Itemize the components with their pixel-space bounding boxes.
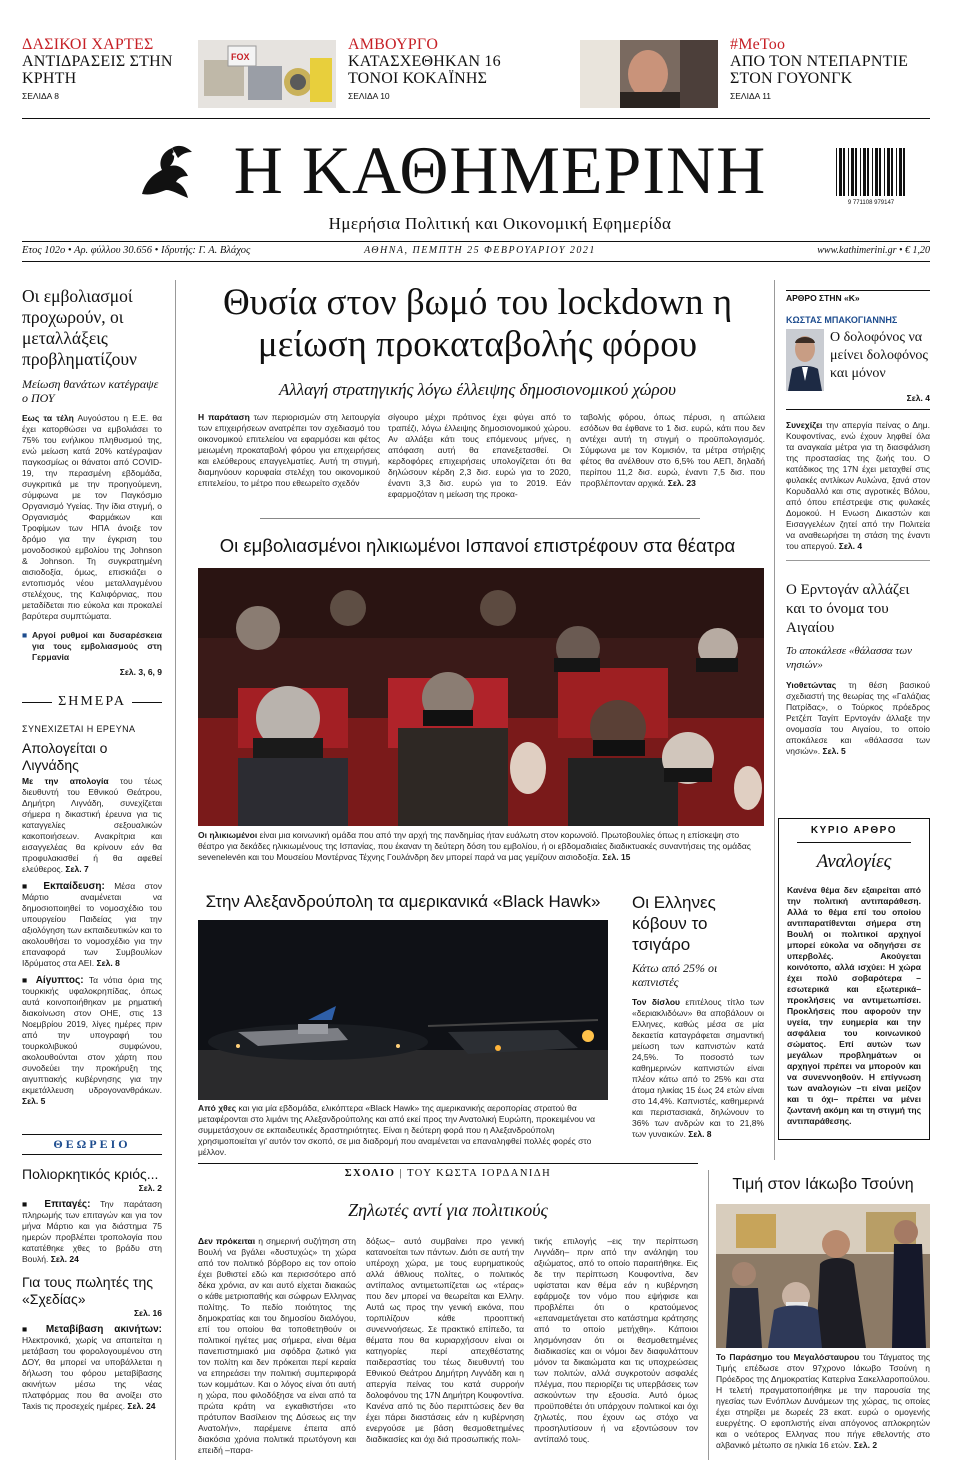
theoreio-item-2[interactable]: ■ Επιταγές: Την παράταση πληρωμής των επιταγών και για τον μήνα Μάρτιο και για διάστημα 75 ημερών προβλέπει τροπολογία που κατατέθηκε χθες το βράδυ στη Βουλή. Σελ. 24 (22, 1199, 163, 1264)
barcode-bar (843, 148, 845, 196)
property-page: Σελ. 24 (127, 1401, 156, 1411)
teaser-kicker: #MeToo (730, 36, 786, 53)
egypt-text: Τα νότια όρια της τουρκικής υφαλοκρηπίδας, όπως αυτά κοινοποιήθηκαν με ρηματική διακοίνωση στον ΟΗΕ, στις 13 Νοεμβρίου 2019, λίγες ημέρες πριν από την υπογραφή του τουρκολιβυκού συμφώνου, ακολουθούνται στον χάρτη που συνοδεύει την προκήρυξη της αιγυπτιακής κυβέρνησης για την εκμετάλλευση υδρογονανθράκων. (22, 975, 163, 1095)
editorial-title[interactable]: Αναλογίες (816, 851, 892, 872)
barcode-bar (891, 148, 893, 196)
photo-headline-theatre[interactable]: Οι εμβολιασμένοι ηλικιωμένοι Ισπανοί επιστρέφουν στα θέατρα (219, 535, 736, 556)
lead-subtitle: Μείωση θανάτων κατέγραψε ο ΠΟΥ (22, 377, 159, 405)
teaser-kicker: ΑΜΒΟΥΡΓΟ (348, 36, 439, 53)
erdogan-title[interactable]: Ο Ερντογάν αλλάζει και το όνομα του Αιγαίου (786, 582, 910, 636)
opinion-page: Σελ. 4 (906, 393, 930, 403)
theoreio-header: ΘΕΩΡΕΙΟ (53, 1137, 131, 1151)
divider (260, 518, 700, 519)
hunger-strike-lead: Συνεχίζει (786, 420, 823, 430)
barcode-bar (851, 148, 854, 196)
main-headline[interactable]: Θυσία στον βωμό του lockdown η μείωση προκαταβολής φόρου (222, 282, 733, 365)
tsounis-caption-page: Σελ. 2 (853, 1440, 878, 1450)
property-label: Μεταβίβαση ακινήτων: (45, 1324, 163, 1335)
theoreio-item-1[interactable]: Πολιορκητικός κριός... (22, 1166, 159, 1182)
tsounis-caption (716, 1352, 930, 1451)
education-text: Μέσα στον Μάρτιο αναμένεται να δημοσιοποιηθεί το νομοσχέδιο του υπουργείου Παιδείας για την αξιολόγηση των εκπαιδευτικών και το ακολουθήσει το νομοσχέδιο για την επαναφορά των Συμβουλίων Ιδρύματος στα ΑΕΙ. (22, 881, 162, 968)
photo-theatre (198, 568, 764, 826)
teaser-page: ΣΕΛΙΔΑ 8 (22, 91, 59, 101)
property-text: Ηλεκτρονικά, χωρίς να απαιτείται η μετάβαση του φορολογουμένου στη ΔΟΥ, θα μπορεί να υποβάλλεται η δήλωση του φόρου μεταβίβασης ακινήτων μέσω της νέας πλατφόρμας που θα ανοίξει στο Taxis τις προσεχείς ημέρες. (22, 1335, 162, 1411)
teaser-page: ΣΕΛΙΔΑ 11 (730, 91, 772, 101)
comment-col-1-text: η σημερινή συζήτηση στη Βουλή να βγάλει «δυστυχώς» τη χώρα από τον πολιτικό βόρβορο εις τον οποίο έχει βυθιστεί εδώ και περισσότερο από δέκα χρόνια, αν και αυτό είχεται διακαώς ο κάθε μετριοπαθής και σώφρων Ελληνας πολίτης. Το πεδίο ποιότητος της δημοκρατίας και του δημοσίου διαλόγου, επί του οποίου θα τοποθετηθούν οι πολιτικοί ηγέτες μας σήμερα, είναι θέμα πανεπιστημιακό μια σφόδρα ζωτικό για τον πολίτη και δεν πρόκειται περί κεραία να επηρεάσει την πολιτική συμπεριφορά των κομμάτων. Και ο λόγος είναι ότι αυτή η χώρα, που φιλοδόξησε να είναι από τα πρώτα κράτη να εγκαθιστήσει «το πρότυπον Βασίλειον της Δύσεως εις την Ανατολήν», παρέμεινε έπειτα από διακόσια χρόνια πολιτικά πρωτόγονη και επειδή –παρα- (198, 1236, 356, 1455)
comment-title[interactable]: Ζηλωτές αντί για πολιτικούς (348, 1200, 548, 1220)
main-col-3-page: Σελ. 23 (667, 478, 696, 488)
main-deck: Αλλαγή στρατηγικής λόγω έλλειψης δημοσιονομικού χώρου (279, 380, 676, 399)
barcode-bar (860, 148, 861, 196)
photo-black-hawk (198, 920, 608, 1100)
teaser-3[interactable] (730, 36, 930, 101)
barcode-number: 9 771108 979147 (847, 200, 895, 206)
hawk-caption-lead: Από χθες (198, 1103, 237, 1113)
opinion-kicker: ΑΡΘΡΟ ΣΤΗΝ «Κ» (786, 290, 930, 303)
education-page: Σελ. 8 (96, 958, 120, 968)
theoreio-item-1-page: Σελ. 2 (138, 1183, 162, 1193)
education-label: Εκπαίδευση: (43, 881, 105, 892)
lead-pages: Σελ. 3, 6, 9 (119, 667, 162, 677)
today-page: Σελ. 7 (65, 864, 89, 874)
today-body-lead: Με την απολογία (22, 776, 109, 786)
barcode-bar (875, 148, 878, 196)
opinion-author: ΚΩΣΤΑΣ ΜΠΑΚΟΓΙΑΝΝΗΣ (786, 315, 898, 325)
today-section (22, 694, 162, 1107)
today-title[interactable]: Απολογείται ο Λιγνάδης (22, 740, 108, 773)
tsounis-caption-lead: Το Παράσημο του Μεγαλόσταυρου (716, 1352, 860, 1362)
divider (22, 261, 930, 262)
today-header: ΣΗΜΕΡΑ (58, 694, 126, 709)
barcode-bar (879, 148, 881, 196)
lead-body (22, 413, 162, 622)
divider (22, 118, 930, 119)
teaser-title: ΚΑΤΑΣΧΕΘΗΚΑΝ 16 ΤΟΝΟΙ ΚΟΚΑΪΝΗΣ (348, 53, 501, 87)
svg-text:FOX: FOX (231, 52, 250, 62)
barcode-bar (867, 148, 869, 196)
lead-bullet-text: Αργοί ρυθμοί και δυσαρέσκεια για τους εμβολιασμούς στη Γερμανία (32, 630, 162, 662)
theoreio-item-4[interactable]: ■ Μεταβίβαση ακινήτων: Ηλεκτρονικά, χωρίς να απαιτείται η μετάβαση του φορολογουμένου στη ΔΟΥ, θα μπορεί να υποβάλλεται η δήλωση του φόρου μεταβίβασης ακινήτων μέσω της νέας πλατφόρμας που θα ανοίξει στο Taxis τις προσεχείς ημέρες. Σελ. 24 (22, 1324, 163, 1411)
editorial-box (778, 818, 930, 1140)
comment-col-2: δόξως– αυτό συμβαίνει προ γενική κατανοείται των πάντων. Διότι σε αυτή την υπέροχη χώρα, με τους ευρηματικούς αλλά άθλιους πολίτες, ο πολιτικός αντίπαλος αντιμετωπίζεται ως «τέρας» που δεν μπορεί να θεωρείται και Ελλην. Αυτά ως προς την γενική εικόνα, που τορπιλίζουν κάθε προοπτική συνεννοήσεως. Σε πρακτικό επίπεδο, τα θέματα που θα κυριαρχήσουν είναι οι κατηγορίες περί απεχθέστατης παιδεραστίας του τέως διευθυντή του Εθνικού Θεάτρου Δημήτρη Λιγνάδη και η απεργία πείνας του κατά συρροήν δολοφόνου της 17Ν Δημήτρη Κουφοντίνα. Κανένα από τις δύο περιπτώσεις δεν θα έχει πάρει διαστάσεις εάν η κυβέρνηση ενεργούσε με βάση θεσμοθετημένες διαδικασίες και όχι διά προσωπικής πολι- (366, 1236, 524, 1444)
hawk-headline[interactable]: Στην Αλεξανδρούπολη τα αμερικανικά «Black Hawk» (205, 892, 601, 911)
barcode-bar (836, 148, 837, 196)
photo-caption-lead: Οι ηλικιωμένοι (198, 830, 258, 840)
teaser-1[interactable] (22, 36, 182, 101)
teaser-title: ΑΝΤΙΔΡΑΣΕΙΣ ΣΤΗΝ ΚΡΗΤΗ (22, 53, 173, 87)
teaser-kicker: ΔΑΣΙΚΟΙ ΧΑΡΤΕΣ (22, 36, 154, 53)
comment-col-3: τικής επιλογής –εις την περίπτωση Λιγνάδη– πριν από την ανάληψη του αξιώματος, από το οποίο παραιτήθηκε. Εις δε την περίπτωση Κουφοντίνα, δεν υφίσταται καν θέμα εάν η κυβέρνηση εφάρμοζε τον νόμο που εψήφισε και προβλέπει ότι ο κρατούμενος «επαναμετάγεται στο κατάστημα κράτησης από το οποίο μετήχθη». Κάποιοι λησμόνησαν ότι οι θεσμοθετημένες διαδικασίες και οι νόμοι δεν διαφυλάττουν μόνον τα δικαιώματα και τις υποχρεώσεις των πολιτών, αλλά συγκροτούν ασφαλές πλέγμα, που περιορίζει τις υπερβάσεις των ασκούντων την εξουσία. Αυτό όμως προϋποθέτει ότι υπάρχουν πολιτικοί και όχι ζηλωτές, που έχουν ως στόχο να προσηλυτίσουν ή να εξοντώσουν τον αντίπαλό τους. (534, 1236, 698, 1444)
comment-label: ΣΧΟΛΙΟ (344, 1168, 396, 1179)
editorial-body: Κανένα θέμα δεν εξαιρείται από την πολιτική αντιπαράθεση. Αλλά το θέμα επί του οποίου αντιπαρατίθενται σήμερα στη Βουλή οι πολιτικοί αρχηγοί μπορεί εύκολα να οδηγήσει σε υπερβολές. Ακούγεται κοινότοπο, αλλά ισχύει: Η χώρα έχει πολύ σοβαρότερα – εσωτερικά και εξωτερικά– προκλήσεις να αντιμετωπίσει. Προκλήσεις που αφορούν την υγεία, την ευημερία και την ασφάλεια του κοινωνικού σώματος. Επί αυτών των μεγάλων προβλημάτων οι αρχηγοί πρέπει να μπορούν και να συνεννοηθούν. Η επίγνωση των αναλογιών –τι είναι μείζον και τι όχι– πρέπει να μένει ζωντανή ακόμη και τη στιγμή της αντιπαράθεσης. (787, 885, 921, 1126)
divider (198, 1163, 698, 1164)
barcode (834, 148, 908, 204)
logo-griffin-icon (132, 140, 200, 204)
main-col-3 (580, 412, 765, 489)
teaser-page: ΣΕΛΙΔΑ 10 (348, 91, 390, 101)
comment-col-1 (198, 1236, 356, 1456)
smoking-subtitle: Κάτω από 25% οι καπνιστές (632, 961, 718, 989)
hunger-strike-body (786, 420, 930, 552)
cheques-page: Σελ. 24 (50, 1254, 79, 1264)
barcode-bar (903, 148, 905, 196)
today-body (22, 776, 162, 875)
opinion-quote[interactable]: Ο δολοφόνος να μείνει δολοφόνος και μόνον (830, 330, 928, 381)
column-divider (708, 1170, 709, 1460)
theoreio-section (22, 1134, 162, 1412)
barcode-bar (863, 148, 866, 196)
masthead-title: Η ΚΑΘΗΜΕΡΙΝΗ (233, 132, 767, 208)
column-divider (175, 280, 176, 1460)
author-photo (786, 329, 824, 391)
egypt-page: Σελ. 5 (22, 1096, 46, 1106)
barcode-bar (884, 148, 885, 196)
issue-info: Ετος 102ο • Αρ. φύλλου 30.656 • Ιδρυτής: Γ. Α. Βλάχος (22, 245, 251, 256)
theoreio-item-3-page: Σελ. 16 (133, 1308, 162, 1318)
lead-title[interactable]: Οι εμβολιασμοί προχωρούν, οι μεταλλάξεις προβληματίζουν (22, 286, 137, 369)
left-column (22, 286, 162, 677)
photo-caption-text: είναι μια κοινωνική ομάδα που από την αρχή της πανδημίας ήταν ευάλωτη στον κορωνοϊό. Πρωτοβουλίες όπως η επίσκεψη στο θέατρο για δεκάδες ηλικιωμένους της Ισπανίας, που έκαναν τη δεύτερη δόση του εμβολίου, ή οι εβδομαδιαίες διαδικτυακές συναντήσεις της ομάδας sevenelevén και του Μουσείου Μοντέρνας Τέχνης Γουλάνδρη δεν μπορεί παρά να μας γεμίζουν αισιοδοξία. (198, 830, 751, 862)
right-column (786, 290, 930, 757)
barcode-bar (848, 148, 849, 196)
tsounis-caption-text: του Τάγματος της Τιμής επέδωσε στον 97χρονο Ιάκωβο Τσούνη η Πρόεδρος της Δημοκρατίας Κατερίνα Σακελλαροπούλου. Η τελετή πραγματοποιήθηκε με την παρουσία της ηγεσίας των Ενόπλων Δυνάμεων της χώρας, τις οποίες έχει στηρίξει με δωρεές 23 εκατ. ευρώ ο ομογενής ευεργέτης. Ο εφοπλιστής είναι απόγονος απλοκρητών και ο νεότερος Ελληνας που πήγε εθελοντής στο αλβανικό μέτωπο σε ηλικία 16 ετών. (716, 1352, 930, 1450)
today-body-text: του τέως διευθυντή του Εθνικού Θεάτρου, Δημήτρη Λιγνάδη, συνεχίζεται σήμερα η δικαστική έρευνα για τις καταγγελίες σεξουαλικών κακοποιήσεων. Ανακρίτρια και εισαγγελέας θα κρίνουν εάν θα προφυλακισθεί ή θα αφεθεί ελεύθερος. (22, 776, 162, 874)
theoreio-item-3[interactable]: Για τους πωλητές της «Σχεδίας» (22, 1274, 153, 1307)
erdogan-text: τη θέση βασικού σχεδιαστή της θεωρίας της «Γαλάζιας Πατρίδας», ο Τούρκος πρόεδρος Ρετζέπ Ταγίπ Ερντογάν άλλαξε την ονομασία του Αιγαίου, το οποίο αποκάλεσε και «θάλασσα των νησιών». (786, 680, 930, 756)
column-divider (774, 280, 775, 1160)
erdogan-lead: Υιοθετώντας (786, 680, 837, 690)
hunger-strike-text: την απεργία πείνας ο Δημ. Κουφοντίνας, ενώ έχουν ληφθεί όλα τα αναγκαία μέτρα για τη διασφάλιση της προστασίας της ζωής του. Ο κατάδικος της 17Ν έχει μεταχθεί στις φυλακές αντλίκων Αυλώνα, ξανά στον Κορυδαλλό και στις αγροτικές Βόλου, από όπου επέστρεψε στις φυλακές Δομοκού. Η Ενωση Δικαστών και Εισαγγελέων ζητεί από την Πολιτεία να αναθεωρήσει τη στάση της έναντι του απεργού. (786, 420, 930, 551)
lead-bullet[interactable]: ■ Αργοί ρυθμοί και δυσαρέσκεια για τους εμβολιασμούς στη Γερμανία (22, 630, 162, 662)
cheques-text: Την παράταση πληρωμής των επιταγών και για τον μήνα Μάρτιο και για διάστημα 75 ημερών προβλέπει τροπολογία που κατατέθηκε χθες το βράδυ στη Βουλή. (22, 1199, 163, 1264)
hunger-strike-page: Σελ. 4 (838, 541, 863, 551)
teaser-photo-depardieu (580, 40, 718, 108)
smoking-body-lead: Τον δίσλου (632, 997, 680, 1007)
teaser-title: ΑΠΟ ΤΟΝ ΝΤΕΠΑΡΝΤΙΕ ΣΤΟΝ ΓΟΥΟΝΓΚ (730, 53, 909, 87)
photo-caption-theatre (198, 830, 764, 863)
hawk-caption-text: και για μία εβδομάδα, ελικόπτερα «Black Hawk» της αμερικανικής αεροπορίας στρατού θα μεταφέρονται στο λιμάνι της Αλεξανδρούπολης και από εκεί προς την Ανατολική Ευρώπη, προκειμένου να συμμετάσχουν σε εκπαιδευτικές δραστηριότητες. Είναι η δεύτερη φορά που η Αλεξανδρούπολη χρησιμοποιείται γι' αυτόν τον σκοπό, σε μια διαδρομή που αναμένεται να επαναληφθεί πολλές φορές στο μέλλον. (198, 1103, 596, 1157)
barcode-bar (872, 148, 873, 196)
smoking-body-text: επιτέλους τίτλο των «δεριακλιδόων» θα αποβάλουν οι Ελληνες, καθώς μέσα σε μία δεκαετία καταγράφεται σημαντική μείωση των καπνιστών κατά 24,5%. Το ποσοστό των καθημερινών καπνιστών είναι πλέον κάτω από το 25% και στα άτομα ηλικίας 15 έως 24 ετών είναι στο 14,4%. Καπνιστές, καθημερινά και περιστασιακά, δηλώνουν το 36% των ανδρών και το 21,8% των γυναικών. (632, 997, 764, 1139)
photo-tsounis (716, 1204, 930, 1348)
main-col-3-text: ταβολής φόρου, όπως πέρυσι, η απώλεια εσόδων θα έφθανε τo 1 δισ. ευρώ, κάτι που δεν αντέχει αυτή τη στιγμή ο προϋπολογισμός. Σύμφωνα με τον Κομισιόν, τα μέτρα στήριξης φέτος θα ανέλθουν στο 6,5% του ΑΕΠ, δηλαδή περίπου 11,2 δισ. ευρώ, έναντι 7,5 δισ. που προβλέπονταν αρχικά. (580, 412, 765, 488)
barcode-bar (896, 148, 897, 196)
smoking-body (632, 997, 764, 1140)
tsounis-title[interactable]: Τιμή στον Ιάκωβο Τσούνη (732, 1176, 914, 1193)
photo-caption-page: Σελ. 15 (602, 852, 631, 862)
smoking-article (632, 892, 764, 1140)
today-kicker: ΣΥΝΕΧΙΖΕΤΑΙ Η ΕΡΕΥΝΑ (22, 724, 136, 734)
main-col-1-lead: Η παράταση (198, 412, 250, 422)
main-col-1-text: των περιορισμών στη λειτουργία των επιχειρήσεων ανατρέπει τον σχεδιασμό του οικονομικού επιτελείου να εφαρμόσει και φέτος μειωμένη προκαταβολή φόρου για επιχειρήσεις και ελεύθερους επαγγελματίες. Αυτή τη στιγμή, διαμηνύουν κορυφαία στελέχη του οικονομικού επιτελείου, το μέτρο που εθεωρείτο σχεδόν (198, 412, 380, 488)
divider (22, 241, 930, 242)
smoking-title[interactable]: Οι Ελληνες κόβουν το τσιγάρο (632, 893, 716, 954)
barcode-bar (899, 148, 902, 196)
erdogan-page: Σελ. 5 (822, 746, 846, 756)
erdogan-subtitle: Το αποκάλεσε «θάλασσα των νησιών» (786, 645, 912, 671)
barcode-bar (839, 148, 842, 196)
erdogan-body (786, 680, 930, 757)
comment-author: ΤΟΥ ΚΩΣΤΑ ΙΟΡΔΑΝΙΔΗ (407, 1168, 552, 1179)
egypt-label: Αίγυπτος: (35, 975, 84, 986)
masthead-subtitle: Ημερήσια Πολιτική και Οικονομική Εφημερίδα (328, 214, 672, 233)
main-col-1 (198, 412, 380, 489)
barcode-bar (887, 148, 890, 196)
barcode-bar (855, 148, 857, 196)
today-bullet-education[interactable]: ■ Εκπαίδευση: Μέσα στον Μάρτιο αναμένεται να δημοσιοποιηθεί το νομοσχέδιο του υπουργείου Παιδείας για την αξιολόγηση των εκπαιδευτικών και το ακολουθήσει το νομοσχέδιο για την επαναφορά των Συμβουλίων Ιδρύματος στα ΑΕΙ. Σελ. 8 (22, 881, 162, 968)
issue-price: www.kathimerini.gr • € 1,20 (817, 245, 930, 256)
editorial-kicker: ΚΥΡΙΟ ΑΡΘΡΟ (810, 825, 898, 836)
cheques-label: Επιταγές: (44, 1199, 91, 1210)
hawk-caption (198, 1103, 608, 1158)
issue-date: ΑΘΗΝΑ, ΠΕΜΠΤΗ 25 ΦΕΒΡΟΥΑΡΙΟΥ 2021 (364, 245, 596, 256)
teaser-photo-cocaine (198, 40, 336, 108)
lead-body-lead: Εως τα τέλη (22, 413, 74, 423)
comment-header: ΣΧΟΛΙΟ | ΤΟΥ ΚΩΣΤΑ ΙΟΡΔΑΝΙΔΗ (344, 1168, 552, 1179)
main-col-2: σίγουρο μέχρι πρότινος έχει φύγει από το τραπέζι, λόγω έλλειψης δημοσιονομικού χώρου. Αν αλλάξει κάτι τους επόμενους μήνες, η απόφαση αυτή θα επανεξετασθεί. Οι κερδοφόρες επιχειρήσεις υπολογίζεται ότι θα δηλώσουν κέρδη 2,3 δισ. ευρώ για το 2020, έναντι 3,3 δισ. ευρώ για το 2019. Εάν εφαρμοζόταν η μείωση της προκα- (388, 412, 571, 499)
lead-body-text: Αυγούστου η Ε.Ε. θα έχει κατορθώσει να εμβολιάσει το 75% του ενήλικου πληθυσμού της, ενώ μείωση κατά 20% κατέγραψαν παγκοσμίως οι θάνατοι από COVID-19, την περασμένη εβδομάδα, συγκριτικά με την προηγούμενη, σύμφωνα με τον Παγκόσμιο Οργανισμό Υγείας. Την ίδια στιγμή, ο Οργανισμός Φαρμάκων και Τροφίμων των ΗΠΑ άνοιξε τον δρόμο για την έγκριση του μονοδοσικού εμβολίου της Johnson & Johnson. Τη συγκρατημένη αισιοδοξία, όμως, επισκιάζει ο εντοπισμός νέου μεταλλαγμένου στελέχους, της Καλιφόρνιας, που μεταδίδεται πιο εύκολα και προκαλεί βαρύτερα συμπτώματα. (22, 413, 162, 621)
comment-col-1-lead: Δεν πρόκειται (198, 1236, 256, 1246)
smoking-page: Σελ. 8 (688, 1129, 712, 1139)
today-bullet-egypt[interactable]: ■ Αίγυπτος: Τα νότια όρια της τουρκικής υφαλοκρηπίδας, όπως αυτά κοινοποιήθηκαν με ρηματική διακοίνωση στον ΟΗΕ, στις 13 Νοεμβρίου 2019, λίγες ημέρες πριν από την υπογραφή του τουρκολιβυκού συμφώνου, ακολουθούνται στον χάρτη που συνοδεύει την προκήρυξη της αιγυπτιακής κυβέρνησης για την εκμετάλλευση υδρογονανθράκων. Σελ. 5 (22, 975, 163, 1106)
teaser-2[interactable] (348, 36, 538, 101)
